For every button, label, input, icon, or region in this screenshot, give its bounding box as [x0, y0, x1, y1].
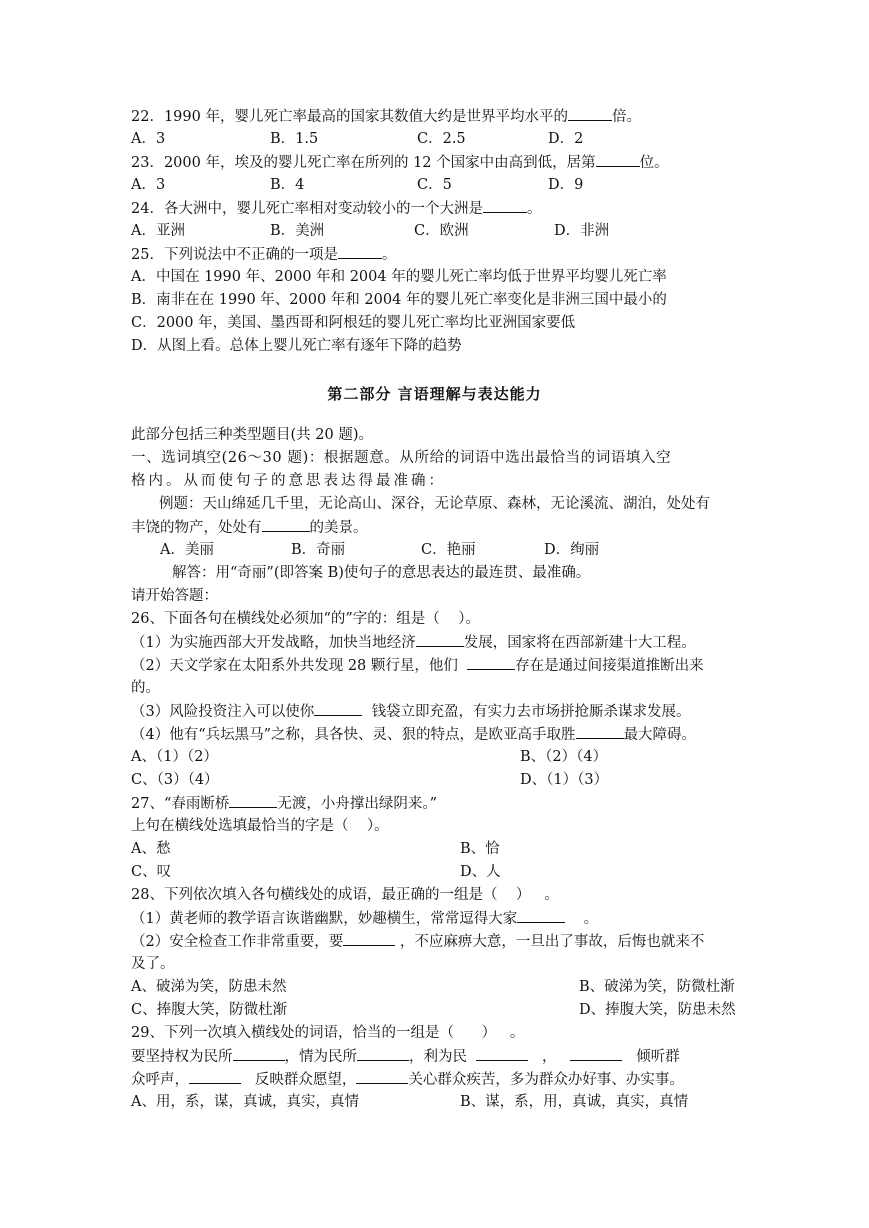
q23-option-a[interactable]: A．3 [131, 177, 166, 193]
q27-option-a[interactable]: A、愁 [131, 841, 171, 857]
q26-sentence-2-cont: 的。 [131, 680, 160, 696]
q26-s4-end: 最大障碍。 [623, 727, 697, 743]
example-option-c: C．艳丽 [421, 542, 476, 558]
q28-sentence-2-cont: 及了。 [131, 956, 175, 972]
q27-blank[interactable] [229, 793, 277, 808]
q26-s4-text: （4）他有“兵坛黑马”之称，具各快、灵、狠的特点，是欧亚高手取胜 [131, 727, 576, 743]
q29-l1-text-b: ，情为民所 [284, 1049, 357, 1065]
q26-s4-blank[interactable] [576, 724, 624, 739]
q26-s2-text: （2）天文学家在太阳系外共发现 28 颗行星，他们 [131, 658, 458, 674]
q27-stem-text: 27、“春雨断桥 [131, 796, 230, 812]
q29-l2-text-a: 众呼声， [131, 1072, 189, 1088]
part2-title: 第二部分 言语理解与表达能力 [327, 385, 542, 403]
q28-s2-text: （2）安全检查工作非常重要，要 [131, 934, 344, 950]
q26-sentence-4 [131, 724, 696, 745]
q29-blank-2[interactable] [357, 1046, 409, 1061]
q28-s2-end: ，不应麻痹大意，一旦出了事故，后悔也就来不 [399, 934, 705, 950]
q29-l2-text-c: 关心群众疾苦，多为群众办好事、办实事。 [408, 1072, 684, 1088]
example-line2-text: 丰饶的物产，处处有 [131, 520, 262, 536]
q28-stem: 28、下列依次填入各句横线处的成语，最正确的一组是（ ） 。 [131, 887, 559, 903]
q27-option-c[interactable]: C、叹 [131, 864, 172, 880]
example-line1: 例题：天山绵延几千里，无论高山、深谷，无论草原、森林，无论溪流、湖泊，处处有 [159, 496, 710, 512]
q24-option-d[interactable]: D．非洲 [554, 223, 610, 239]
example-line2-end: 的美景。 [309, 520, 368, 536]
q24-blank[interactable] [483, 198, 527, 213]
q26-option-a[interactable]: A、（1）（2） [131, 749, 218, 765]
section1-instruction-line2: 格内。从而使句子的意思表达得最准确： [131, 473, 446, 489]
q29-line-1 [131, 1046, 680, 1067]
q29-l1-text-e: 倾听群 [636, 1049, 680, 1065]
part2-intro: 此部分包括三种类型题目(共 20 题)。 [131, 427, 373, 443]
q28-s2-blank[interactable] [343, 931, 395, 946]
q29-line-2 [131, 1069, 684, 1090]
q26-s3-blank[interactable] [314, 701, 362, 716]
q29-blank-1[interactable] [233, 1046, 285, 1061]
q28-option-b[interactable]: B、破涕为笑，防微杜渐 [579, 979, 735, 995]
q26-s3-text: （3）风险投资注入可以使你 [131, 704, 315, 720]
q25-option-d[interactable]: D．从图上看。总体上婴儿死亡率有逐年下降的趋势 [131, 338, 462, 354]
q25-option-a[interactable]: A．中国在 1990 年、2000 年和 2004 年的婴儿死亡率均低于世界平均婴儿死亡率 [131, 269, 667, 285]
q28-sentence-1 [131, 908, 598, 929]
q26-sentence-2 [131, 655, 704, 676]
q26-s1-end: 发展，国家将在西部新建十大工程。 [463, 635, 696, 651]
q22-stem-end: 倍。 [611, 109, 641, 125]
q29-l1-text-d: ， [542, 1049, 557, 1065]
q25-stem [131, 244, 396, 265]
q22-option-d[interactable]: D．2 [548, 131, 584, 147]
q24-stem [131, 198, 541, 219]
q22-blank[interactable] [568, 106, 612, 121]
q29-stem: 29、下列一次填入横线处的词语，恰当的一组是（ ） 。 [131, 1025, 525, 1041]
q29-l2-text-b: 反映群众愿望， [254, 1072, 357, 1088]
q26-option-b[interactable]: B、（2）（4） [520, 749, 608, 765]
q26-option-d[interactable]: D、（1）（3） [520, 772, 609, 788]
q29-blank-3[interactable] [476, 1046, 528, 1061]
q22-stem-text: 22．1990 年，婴儿死亡率最高的国家其数值大约是世界平均水平的 [131, 109, 568, 125]
section1-instruction-line1: 一、选词填空(26～30 题)：根据题意。从所给的词语中选出最恰当的词语填入空 [131, 450, 672, 466]
q25-option-b[interactable]: B．南非在在 1990 年、2000 年和 2004 年的婴儿死亡率变化是非洲三国中最小的 [131, 292, 667, 308]
q23-option-c[interactable]: C．5 [417, 177, 452, 193]
q28-s1-blank[interactable] [517, 908, 565, 923]
q27-stem-end: 无渡，小舟撑出绿阴来。” [277, 796, 438, 812]
q23-option-b[interactable]: B．4 [270, 177, 305, 193]
q24-stem-end: 。 [526, 201, 542, 217]
q26-s1-text: （1）为实施西部大开发战略，加快当地经济 [131, 635, 416, 651]
example-option-d: D．绚丽 [544, 542, 600, 558]
q26-sentence-1 [131, 632, 696, 653]
q23-stem-text: 23．2000 年，埃及的婴儿死亡率在所列的 12 个国家中由高到低，居第 [131, 155, 596, 171]
q27-option-b[interactable]: B、恰 [460, 841, 500, 857]
q25-option-c[interactable]: C．2000 年，美国、墨西哥和阿根廷的婴儿死亡率均比亚洲国家要低 [131, 315, 576, 331]
q27-option-d[interactable]: D、人 [460, 864, 501, 880]
q24-option-b[interactable]: B．美洲 [270, 223, 325, 239]
q26-s1-blank[interactable] [416, 632, 464, 647]
example-option-b: B．奇丽 [291, 542, 346, 558]
q25-stem-text: 25．下列说法中不正确的一项是 [131, 247, 338, 263]
example-blank [262, 517, 310, 532]
q26-option-c[interactable]: C、（3）（4） [131, 772, 219, 788]
q28-option-c[interactable]: C、捧腹大笑，防微杜渐 [131, 1002, 288, 1018]
q26-sentence-3 [131, 701, 690, 722]
q28-option-d[interactable]: D、捧腹大笑，防患未然 [579, 1002, 736, 1018]
q24-option-c[interactable]: C．欧洲 [414, 223, 469, 239]
q29-option-b[interactable]: B、谋，系，用，真诚，真实，真情 [460, 1094, 689, 1110]
q26-s3-end: 钱袋立即充盈，有实力去市场拼抢厮杀谋求发展。 [371, 704, 691, 720]
example-option-a: A．美丽 [160, 542, 214, 558]
q22-option-a[interactable]: A．3 [131, 131, 166, 147]
q22-stem [131, 106, 641, 127]
q27-stem [131, 793, 437, 814]
q23-stem [131, 152, 669, 173]
q24-stem-text: 24．各大洲中，婴儿死亡率相对变动较小的一个大洲是 [131, 201, 483, 217]
q28-option-a[interactable]: A、破涕为笑，防患未然 [131, 979, 287, 995]
q25-stem-end: 。 [381, 247, 397, 263]
q29-blank-6[interactable] [356, 1069, 408, 1084]
q25-blank[interactable] [338, 244, 382, 259]
example-line2 [131, 517, 368, 538]
q29-l1-text-a: 要坚持权为民所 [131, 1049, 233, 1065]
q29-blank-4[interactable] [570, 1046, 622, 1061]
q23-option-d[interactable]: D．9 [548, 177, 584, 193]
q24-option-a[interactable]: A．亚洲 [131, 223, 185, 239]
q23-blank[interactable] [596, 152, 640, 167]
q26-s2-end: 存在是通过间接渠道推断出来 [515, 658, 704, 674]
q28-sentence-2 [131, 931, 704, 952]
q22-option-c[interactable]: C．2.5 [417, 131, 466, 147]
q22-option-b[interactable]: B．1.5 [270, 131, 319, 147]
example-answer: 解答：用“奇丽”(即答案 B)使句子的意思表达的最连贯、最准确。 [172, 565, 591, 581]
q26-s2-blank[interactable] [467, 655, 515, 670]
start-prompt: 请开始答题： [131, 588, 218, 604]
q29-l1-text-c: ，利为民 [409, 1049, 467, 1065]
q27-stem-2: 上句在横线处选填最恰当的字是（ ）。 [131, 818, 389, 834]
q28-s1-end: 。 [583, 911, 599, 927]
q23-stem-end: 位。 [639, 155, 669, 171]
q29-option-a[interactable]: A、用，系，谋，真诚，真实，真情 [131, 1094, 359, 1110]
q29-blank-5[interactable] [189, 1069, 241, 1084]
q28-s1-text: （1）黄老师的教学语言诙谐幽默，妙趣横生，常常逗得大家 [131, 911, 518, 927]
q26-stem: 26、下面各句在横线处必须加“的”字的：组是（ ）。 [131, 611, 480, 627]
